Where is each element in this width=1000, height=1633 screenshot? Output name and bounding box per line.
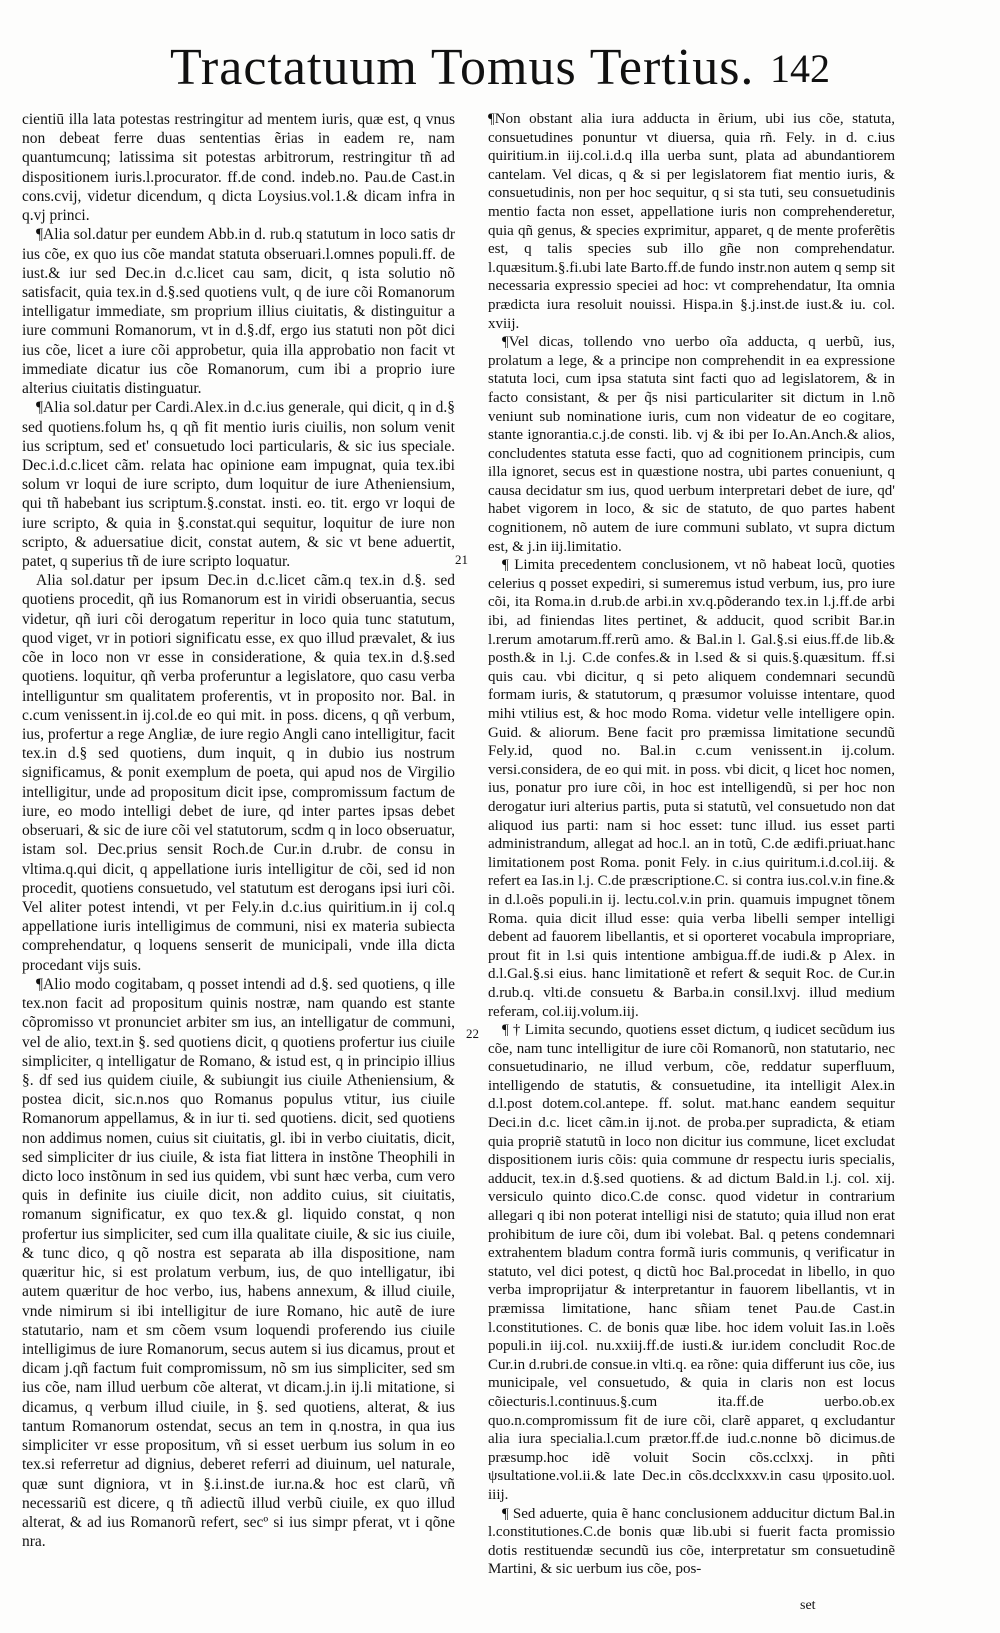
catchword: set <box>800 1598 816 1613</box>
running-header <box>170 38 850 108</box>
paragraph: ¶Vel dicas, tollendo vno uerbo oĩa adducta, q uerbũ, ius, prolatum a lege, & a principe non comprehendit in ea expressione statuta loci, cum ipsa statuta sint facti quo ad legislatorem, & in facto consistant, & per q̃s nisi particulariter sit dictum in l.nõ veniunt sub nominatione iuris, cum non videatur de eo cogitare, stante ignorantia.c.j.de consti. lib. vj & ibi per Io.An.Anch.& alios, concludentes statuta esse facti, quo ad cognitionem principis, cum illa ignoret, secus est in quæstione nostra, ubi partes conueniunt, q causa decidatur sm ius, quod uerbum interpretari debet de iure, qd' habet vigorem in loco, & sic de statuto, de quo partes habent cognitionem, nõ autem de iure communi sublato, vt supra dictum est, & j.in iij.limitatio. <box>488 334 895 555</box>
running-title: Tractatuum Tomus Tertius. <box>170 39 755 96</box>
paragraph: ¶Alia sol.datur per eundem Abb.in d. rub.q statutum in loco satis dr ius cõe, ex quo ius cõe mandat statuta obseruari.l.omnes populi.ff. de iust.& iur sed Dec.in d.c.licet cau sam, dicit, q ista solutio nõ satisfacit, quia tex.in d.§.sed quotiens vult, q de iure cõi Romanorum intelligatur immediate, sm proprium illius ciuitatis, & distinguitur a iure communi Romanorum, vt in d.§.df, ergo ius statuti non põt dici ius cõe, licet a iure cõi approbetur, quia illa approbatio non facit vt immediate dicatur ius cõe Romanorum, cum ibi a proprio iure alterius ciuitatis distinguatur. <box>22 226 455 398</box>
paragraph: ¶Alia sol.datur per Cardi.Alex.in d.c.ius generale, qui dicit, q in d.§ sed quotiens.folum hs, q qñ fit mentio iuris ciuilis, non solum venit ius scriptum, sed et' consuetudo loci particularis, & sic ius speciale. Dec.i.d.c.licet cãm. relata hac opinione eam impugnat, quia tex.ibi solum vr loqui de iure scripto, dum loquitur de iure Atheniensium, qui tñ habebant ius scriptum.§.constat. insti. eo. tit. ergo vr loqui de iure scripto, & quia in §.constat.qui sequitur, loquitur de iure non scripto, & aduersatiue dicit, constat autem, & sic vt bene aduertit, patet, q superius tñ de iure scripto loquatur. <box>22 399 455 571</box>
paragraph: Alia sol.datur per ipsum Dec.in d.c.licet cãm.q tex.in d.§. sed quotiens procedit, qñ ius Romanorum est in viridi obseruantia, secus videtur, qñ iuri cõi derogatum reperitur in loco quia tunc statutum, quod viget, vr in potiori significatu esse, ex quo illud prævalet, & ius cõe in loco non vr esse in consideratione, & quia tex.in d.§.sed quotiens. loquitur, qñ verba proferuntur a legislatore, quo casu verba intelliguntur sm qualitatem proferentis, vt in proposito nor. Bal. in c.cum venissent.in ij.col.de eo qui mit. in poss. dicens, q qñ verbum, ius, profertur a rege Angliæ, de iure regio Angli cano intelligitur, facit tex.in d.§ sed quotiens, dum inquit, q in dubio ius nostrum significamus, & ponit exemplum de poeta, qui apud nos de Virgilio intelligitur, unde ad propositum dicit ipse, compromissum factum de iure, eo modo intelligi debet de iure, qd inter partes ipsas debet obseruari, & sic de iure cõi vel statutorum, scdm q in loco obseruatur, istam sol. Dec.prius sensit Roch.de Cur.in d.rubr. de consu in vltima.q.qui dicit, q appellatione iuris intelligitur de cõi, sed id non procedit, quotiens consuetudo, vel statutum est derogans ipsi iuri cõi. Vel aliter potest intendi, vt per Fely.in d.c.ius quiritium.in ij col.q appellatione iuris intelligimus de communi, nisi ex materia subiecta comprehendatur, q loquens senserit de municipali, vnde illa dicta procedant vijs suis. <box>22 572 455 974</box>
paragraph: ¶ Limita precedentem conclusionem, vt nõ habeat locũ, quoties celerius q posset expediri, si sumeremus istud verbum, ius, pro iure cõi, ita Roma.in d.rub.de arbi.in xv.q.põderando tex.in l.j.ff.de arbi ibi, ad finiendas lites pertinet, & adducit, quod scribit Bar.in l.rerum amotarum.ff.rerũ amo. & Bal.in l. Gal.§.si eius.ff.de lib.& posth.& in l.j. C.de confes.& in l.sed & si quis.§.quæsitum. ff.si quis cau. vbi dicitur, q si peto aliquem condemnari secundũ formam iuris, & statutorum, q præsumor voluisse intentare, quod mihi vtilius est, & hoc modo Roma. videtur velle intelligere opin. Guid. & aliorum. Bene facit pro præmissa limitatione secundũ Fely.id, quod no. Bal.in c.cum venissent.in ij.colum. versi.considera, de eo qui mit. in poss. vbi dicit, q licet hoc nomen, ius, ponatur pro iure cõi, in hoc est intelligendũ, si per hoc non derogatur iuri alterius partis, puta si statutũ, vel consuetudo non dat aliquod ius parti: nam si hoc esset: tunc illud. ius esset parti administrandum, allegat ad hoc.l. an in totũ, C.de ædifi.priuat.hanc limitationem post Roma. ponit Fely. in c.ius quiritum.i.d.col.iij. & refert ea Ias.in l.j. C.de præscriptione.C. si contra ius.col.v.in fine.& in d.l.oẽs populi.in ij. lectu.col.v.in prin. quamuis impugnet tõnem Roma. quia dicit illud esse: quia verba libelli semper intelligi debent ad fauorem libellantis, et si oporteret vocabula impropriare, prout fit in l.si quis intentione ambigua.ff.de iudi.& p Alex. in d.l.Gal.§.si eius. hanc limitationẽ et refert & sequit Roc. de Cur.in d.rub.q. vlti.de consuetu & Barba.in consil.lxvj. illud medium referam, col.iij.volum.iij. <box>488 557 895 1020</box>
right-column <box>488 110 895 1579</box>
left-column <box>22 110 455 1551</box>
paragraph: ¶Non obstant alia iura adducta in ẽrium, ubi ius cõe, statuta, consuetudines ponuntur vt diuersa, quia rñ. Fely. in d. c.ius quiritium.in iij.col.i.d.q illa uerba sunt, plata ad abundantiorem cantelam. Vel dicas, q & si per legislatorem fiat mentio iuris, & consuetudinis, non per hoc sequitur, q si sta tuti, seu consuetudinis mentio facta non esset, appellatione iuris non comprehenderetur, quia qñ genus, & species exprimitur, apparet, q de mente proferẽtis est, q talis species sub illo gñe non comprehendatur. l.quæsitum.§.fi.ubi late Barto.ff.de fundo instr.non autem q semp sit necessaria expressio speciei ad hoc: vt comprehendatur, Ita omnia prædicta iura resoluit nouissi. Hispa.in §.j.inst.de iust.& iu. col. xviij. <box>488 111 895 332</box>
page-number: 142 <box>770 46 830 91</box>
paragraph: ¶ † Limita secundo, quotiens esset dictum, q iudicet secũdum ius cõe, nam tunc intelligitur de iure cõi Romanorũ, non statutario, nec consuetudinario, ne illud verbum, cõe, reddatur superfluum, intelligendo de statutis, & consuetudine, ita intelligit Alex.in d.l.post dotem.col.antepe. ff. solut. mat.hanc eandem sequitur Deci.in d.c. licet cãm.in ij.not. de proba.per supradicta, & etiam quia propriẽ statutũ in loco non dicitur ius commune, licet excludat dispositionem iuris cõis: quia commune dr respectu iuris specialis, adducit, tex.in d.§.sed quotiens. & ad dictum Bald.in l.j. col. xij. versiculo quinto dico.C.de consc. quod videtur in contrarium allegari q ibi non poterat intelligi nisi de statuto; quia illud non erat prohibitum de iure cõi, dum ibi volebat. Bal. q petens condemnari extrahentem bladum contra formã iuris communis, q verificatur in statuto, vel dici potest, q dictũ hoc Bal.procedat in libello, in quo verba improprijatur & interpretantur in fauorem libellantis, vt in præmissa limitatione, hanc sñiam tenet Pau.de Cast.in l.constitutiones. C. de bonis quæ libe. hoc idem voluit Ias.in l.oẽs populi.in iij.col. nu.xxiij.ff.de iusti.& iur.idem concludit Roc.de Cur.in d.rubri.de consue.in vlti.q. ea rõne: quia differunt ius cõe, ius municipale, vel consuetudo, & quia in claris non est locus cõiecturis.l.continuus.§.cum ita.ff.de uerbo.ob.ex quo.n.compromissum fit de iure cõi, clarẽ apparet, q excludantur alia iura specialia.l.cum prætor.ff.de iud.c.nonne bõ dicimus.de præsump.hoc idẽ voluit Socin cõs.cclxxj. in pñti ψsultatione.vol.ii.& late Dec.in cõs.dcclxxxv.in casu ψposito.uol. iiij. <box>488 1022 895 1503</box>
paragraph: ¶ Sed aduerte, quia ẽ hanc conclusionem adducitur dictum Bal.in l.constitutiones.C.de bonis quæ lib.ubi si fuerit facta promissio dotis restituendæ secundũ ius cõe, interpretatur sm consuetudinẽ Martini, & sic uerbum ius cõe, pos- <box>488 1505 895 1578</box>
paragraph: ¶Alio modo cogitabam, q posset intendi ad d.§. sed quotiens, q ille tex.non facit ad propositum quinis nostræ, nam quando est stante cõpromisso vt pronunciet arbiter sm ius, an intelligatur de communi, vel de alio, text.in §. sed quotiens dicit, q quotiens profertur ius ciuile simpliciter, q intelligatur de Romano, & istud est, q in principio illius §. df sed ius quidem ciuile, & subiungit ius ciuile Atheniensium, & postea dicit, sic.n.nos quo Romanus populus vtitur, ius ciuile Romanorum appellamus, & in iur ti. sed quotiens. dicit, sed quotiens non addimus nomen, cuius sit ciuitatis, gl. ibi in verbo ciuitatis, dicit, sed simpliciter dr ius ciuile, & ista fiat littera in instõne Theophili in dicto loco instõnum in sed ius quidem, vbi sunt hæc verba, cum vero quis in definite ius ciuile dicit, non addito cuius, sit ciuitatis, romanum significatur, ex quo tex.& gl. liquido constat, q non profertur ius simpliciter, sed cum illa qualitate ciuile, & sic ius ciuile, & tunc dico, q qõ nostra est separata ab illa dispositione, nam quæritur hic, si est prolatum verbum, ius, de quo intelligatur, ibi autem quæritur de hoc verbo, ius, habens annexum, & illud ciuile, vnde nimirum si ibi intelligitur de iure Romano, hic autẽ de iure statutario, nam et sm cõem vsum loquendi proferendo ius ciuile intelligimus de iure Romanorum, secus autem si ius dicamus, prout et dicam j.qñ factum fuit compromissum, nõ sm ius simpliciter, sed sm ius cõe, nam illud uerbum cõe alterat, vt dicam.j.in ij.li mitatione, si dicamus, q verbum illud ciuile, in §. sed quotiens, alterat, & ius tantum Romanorum ostendat, secus an tem in q.nostra, in qua ius simpliciter vr esse propositum, vñ si esset uerbum ius solum in eo tex.si referretur ad dignius, deberet referri ad diuinum, uel naturale, quæ sunt digniora, vt in §.i.inst.de iur.na.& hoc est clarũ, vñ necessariũ est dicere, q tñ adiectũ illud verbũ ciuile, ex quo illud alterat, & ad ius Romanorũ refert, secº si ius simpr pferat, vt i qõne nra. <box>22 975 455 1551</box>
margin-number-22: 22 <box>466 1026 479 1041</box>
margin-number-21: 21 <box>455 552 468 567</box>
paragraph: cientiū illa lata potestas restringitur ad mentem iuris, quæ est, q vnus non debeat ferre duas sententias ẽrias in eadem re, nam quantumcunq; latissima sit potestas arbitrorum, restringitur tñ ad dispositionem iuris.l.procurator. ff.de cond. indeb.no. Pau.de Cast.in cons.cvij, videtur dicendum, q dicta Loysius.vol.1.& dicam infra in q.vj princi. <box>22 111 455 225</box>
